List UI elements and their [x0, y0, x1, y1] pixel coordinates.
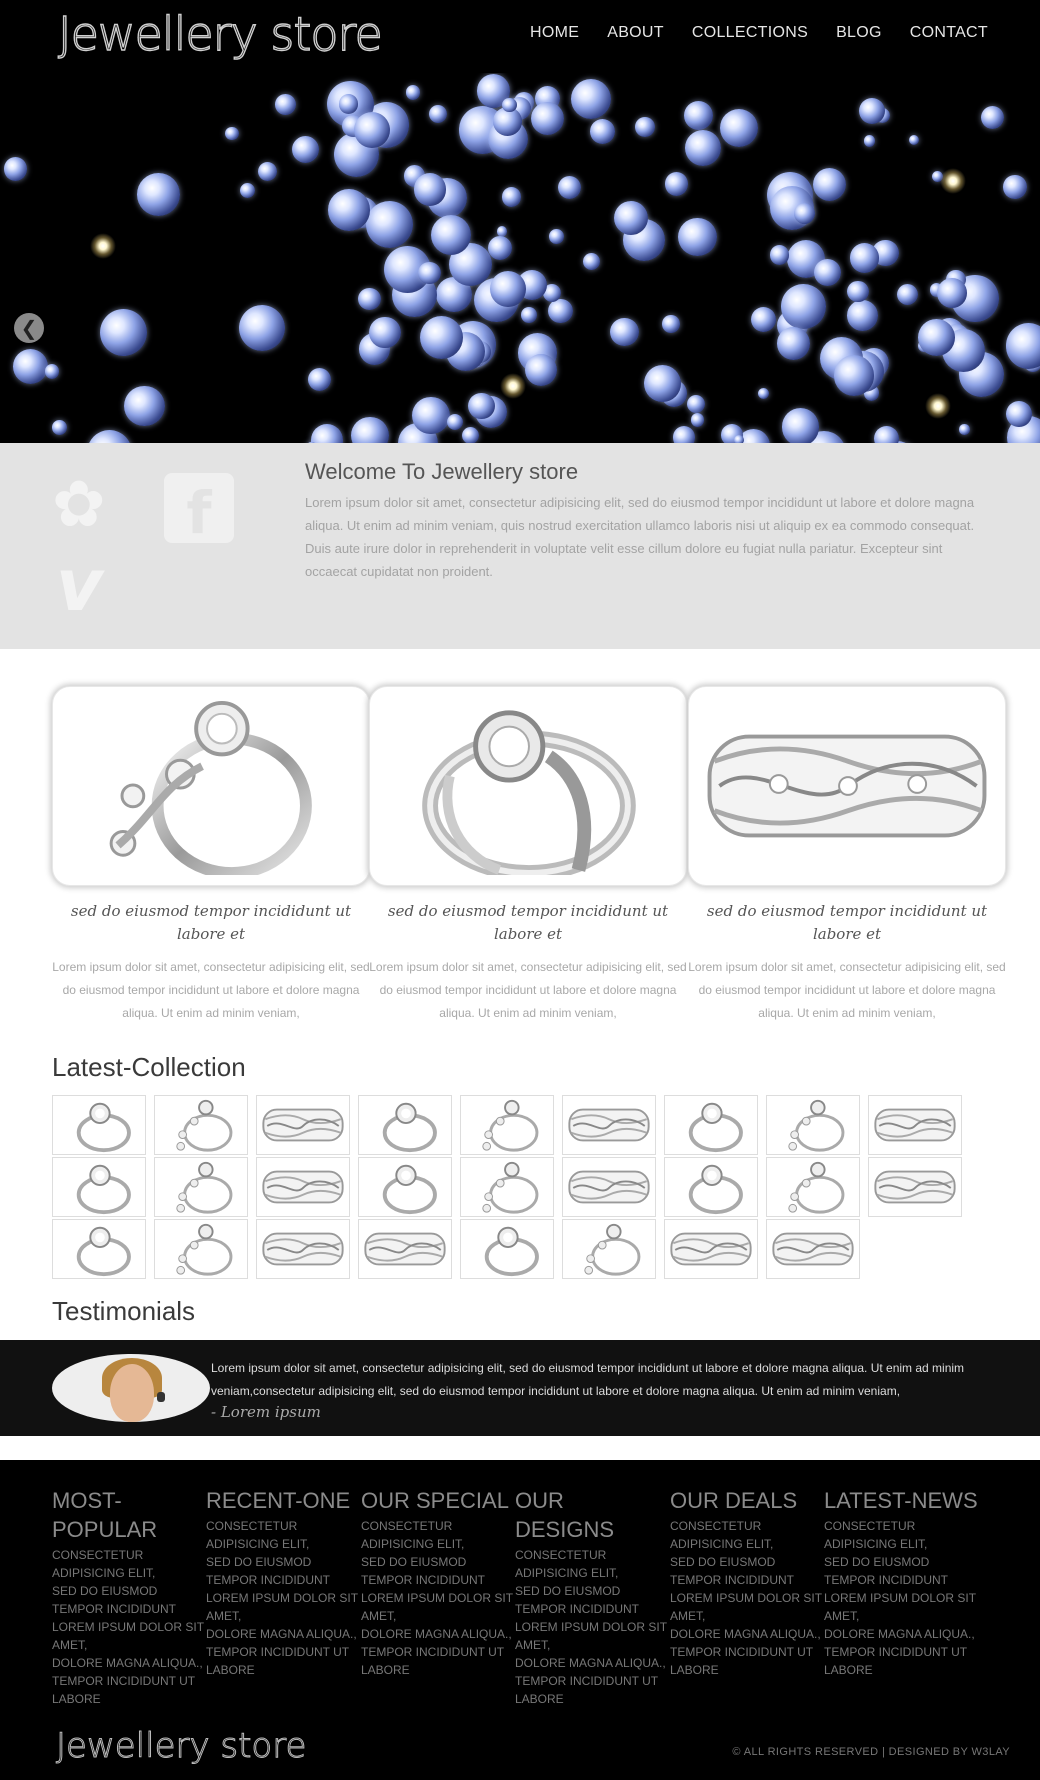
collection-thumbnail[interactable]	[358, 1095, 452, 1155]
collection-thumbnail[interactable]	[358, 1157, 452, 1217]
footer-link[interactable]: CONSECTETUR ADIPISICING ELIT,	[670, 1519, 774, 1551]
footer-link[interactable]: SED DO EIUSMOD TEMPOR INCIDIDUNT	[515, 1584, 639, 1616]
diamond-graphic	[431, 215, 471, 255]
collection-thumbnail[interactable]	[562, 1157, 656, 1217]
diamond-graphic	[521, 307, 537, 323]
footer-link[interactable]: SED DO EIUSMOD TEMPOR INCIDIDUNT	[52, 1584, 176, 1616]
diamond-graphic	[981, 106, 1004, 129]
collection-thumbnail[interactable]	[766, 1095, 860, 1155]
diamond-graphic	[328, 189, 369, 230]
footer-logo[interactable]: Jewellery store	[56, 1726, 307, 1766]
diamond-graphic	[339, 94, 359, 114]
feature-title: sed do eiusmod tempor incididunt ut labore et	[70, 902, 352, 943]
nav-about[interactable]: ABOUT	[607, 24, 664, 41]
collection-thumbnail[interactable]	[154, 1219, 248, 1279]
site-footer	[0, 1460, 1040, 1780]
diamond-graphic	[751, 307, 776, 332]
footer-link[interactable]: LOREM IPSUM DOLOR SIT AMET,	[52, 1620, 204, 1652]
diamond-graphic	[590, 119, 615, 144]
footer-column	[52, 1486, 206, 1708]
feature-image[interactable]	[369, 686, 687, 886]
twitter-icon[interactable]: ✿	[52, 468, 106, 542]
ring-image	[380, 697, 676, 875]
footer-link[interactable]: CONSECTETUR ADIPISICING ELIT,	[361, 1519, 465, 1551]
sparkle-graphic	[500, 373, 526, 399]
diamond-graphic	[369, 317, 401, 349]
testimonials-title: Testimonials	[52, 1296, 196, 1326]
footer-link[interactable]: SED DO EIUSMOD TEMPOR INCIDIDUNT	[206, 1555, 330, 1587]
nav-home[interactable]: HOME	[530, 24, 580, 41]
testimonial-author: - Lorem ipsum	[211, 1403, 321, 1421]
footer-heading: RECENT-ONE	[206, 1488, 351, 1513]
diamond-graphic	[673, 426, 695, 443]
diamond-graphic	[52, 420, 67, 435]
footer-link[interactable]: DOLORE MAGNA ALIQUA.,	[361, 1627, 512, 1641]
footer-link[interactable]: TEMPOR INCIDIDUNT UT LABORE	[361, 1645, 504, 1677]
diamond-graphic	[366, 201, 413, 248]
footer-link[interactable]: CONSECTETUR ADIPISICING ELIT,	[206, 1519, 310, 1551]
footer-link[interactable]: LOREM IPSUM DOLOR SIT AMET,	[670, 1591, 822, 1623]
welcome-section	[0, 443, 1040, 649]
diamond-graphic	[502, 187, 521, 206]
left-arrow-icon[interactable]: ❮	[14, 313, 44, 343]
diamond-graphic	[781, 284, 826, 329]
feature-image[interactable]	[52, 686, 370, 886]
facebook-icon[interactable]: f	[164, 473, 234, 543]
diamond-graphic	[429, 105, 447, 123]
diamond-graphic	[897, 284, 918, 305]
footer-column	[361, 1486, 515, 1679]
collection-thumbnail[interactable]	[52, 1157, 146, 1217]
footer-heading: LATEST-NEWS	[824, 1488, 978, 1513]
diamond-graphic	[874, 426, 899, 443]
diamond-graphic	[687, 395, 706, 414]
diamond-graphic	[414, 173, 446, 205]
diamond-graphic	[635, 117, 655, 137]
diamond-graphic	[937, 278, 967, 308]
diamond-graphic	[684, 101, 713, 130]
feature-text: Lorem ipsum dolor sit amet, consectetur adipisicing elit, sed do eiusmod tempor incididunt ut labore et dolore magna aliqua. Ut enim ad minim veniam,	[369, 960, 687, 1020]
diamond-graphic	[240, 183, 255, 198]
feature-card	[369, 686, 687, 1025]
diamond-graphic	[490, 271, 526, 307]
diamond-graphic	[782, 408, 819, 443]
collection-thumbnail[interactable]	[766, 1157, 860, 1217]
diamond-graphic	[502, 98, 517, 113]
welcome-text: Lorem ipsum dolor sit amet, consectetur adipisicing elit, sed do eiusmod tempor incididunt ut labore et dolore magna aliqua. Ut enim ad minim veniam, quis nostrud exercitation ullamco laboris nisi ut aliquip ex ea commodo consequat. Duis aute irure dolor in reprehenderit in voluptate velit esse cillum dolore eu fugiat nulla pariatur. Excepteur sint occaecat cupidatat non proident.	[305, 495, 975, 579]
diamond-graphic	[525, 354, 557, 386]
collection-thumbnail[interactable]	[52, 1095, 146, 1155]
footer-link[interactable]: LOREM IPSUM DOLOR SIT AMET,	[206, 1591, 358, 1623]
feature-card	[688, 686, 1006, 1025]
diamond-graphic	[662, 315, 679, 332]
diamond-graphic	[864, 135, 875, 146]
footer-heading: OUR DESIGNS	[515, 1488, 615, 1542]
site-header	[0, 0, 1040, 73]
diamond-graphic	[678, 218, 717, 257]
footer-column	[670, 1486, 824, 1679]
footer-link[interactable]: SED DO EIUSMOD TEMPOR INCIDIDUNT	[824, 1555, 948, 1587]
feature-card	[52, 686, 370, 1025]
diamond-graphic	[488, 236, 512, 260]
diamond-graphic	[447, 414, 463, 430]
footer-link[interactable]: SED DO EIUSMOD TEMPOR INCIDIDUNT	[670, 1555, 794, 1587]
collection-thumbnail[interactable]	[868, 1095, 962, 1155]
sparkle-graphic	[90, 233, 116, 259]
diamond-graphic	[100, 309, 147, 356]
diamond-graphic	[1003, 175, 1026, 198]
diamond-graphic	[311, 424, 344, 443]
diamond-graphic	[358, 288, 381, 311]
diamond-graphic	[959, 424, 969, 434]
diamond-graphic	[292, 136, 319, 163]
main-nav	[530, 24, 988, 42]
diamond-graphic	[834, 355, 874, 395]
vimeo-icon[interactable]: v	[56, 543, 103, 627]
diamond-graphic	[847, 281, 868, 302]
ring-image	[699, 697, 995, 875]
sparkle-graphic	[940, 168, 966, 194]
collection-thumbnail[interactable]	[460, 1219, 554, 1279]
diamond-graphic	[571, 79, 611, 119]
hero-banner	[0, 73, 1040, 443]
collection-thumbnail[interactable]	[664, 1095, 758, 1155]
collection-thumbnail[interactable]	[256, 1157, 350, 1217]
diamond-graphic	[406, 85, 421, 100]
diamond-graphic	[462, 427, 479, 443]
feature-title: sed do eiusmod tempor incididunt ut labore et	[387, 902, 669, 943]
collection-thumbnail[interactable]	[562, 1219, 656, 1279]
diamond-graphic	[859, 98, 885, 124]
diamond-graphic	[720, 109, 758, 147]
diamond-graphic	[124, 386, 164, 426]
diamond-graphic	[351, 417, 388, 443]
diamond-graphic	[1006, 323, 1040, 368]
footer-heading: OUR DEALS	[670, 1488, 798, 1513]
footer-link[interactable]: CONSECTETUR ADIPISICING ELIT,	[515, 1548, 619, 1580]
diamond-graphic	[418, 262, 441, 285]
diamond-graphic	[258, 162, 277, 181]
diamond-graphic	[644, 365, 681, 402]
footer-column	[824, 1486, 978, 1679]
copyright-text: © ALL RIGHTS RESERVED | DESIGNED BY W3LAY	[732, 1746, 1010, 1758]
diamond-graphic	[610, 318, 639, 347]
sparkle-graphic	[925, 393, 951, 419]
footer-link[interactable]: DOLORE MAGNA ALIQUA.,	[52, 1656, 203, 1670]
diamond-graphic	[13, 349, 48, 384]
site-logo[interactable]: Jewellery store	[58, 7, 382, 61]
diamond-graphic	[531, 102, 564, 135]
collection-thumbnail[interactable]	[664, 1157, 758, 1217]
diamond-graphic	[45, 364, 59, 378]
diamond-graphic	[847, 300, 878, 331]
diamond-graphic	[468, 393, 495, 420]
footer-column	[515, 1486, 669, 1708]
diamond-graphic	[814, 259, 841, 286]
collection-thumbnail[interactable]	[868, 1157, 962, 1217]
diamond-graphic	[770, 245, 790, 265]
collection-thumbnail[interactable]	[256, 1095, 350, 1155]
footer-column	[206, 1486, 360, 1679]
diamond-graphic	[87, 430, 132, 443]
diamond-graphic	[354, 112, 390, 148]
footer-link[interactable]: TEMPOR INCIDIDUNT UT LABORE	[52, 1674, 195, 1706]
collection-thumbnail[interactable]	[256, 1219, 350, 1279]
testimonial-box	[0, 1340, 1040, 1436]
nav-blog[interactable]: BLOG	[836, 24, 882, 41]
feature-title: sed do eiusmod tempor incididunt ut labore et	[706, 902, 988, 943]
welcome-title: Welcome To Jewellery store	[305, 459, 579, 484]
diamond-graphic	[1006, 401, 1032, 427]
diamond-graphic	[275, 94, 296, 115]
diamond-graphic	[4, 157, 28, 181]
collection-thumbnail[interactable]	[562, 1095, 656, 1155]
collection-thumbnail[interactable]	[154, 1095, 248, 1155]
diamond-graphic	[685, 130, 721, 166]
diamond-graphic	[918, 319, 955, 356]
footer-link[interactable]: LOREM IPSUM DOLOR SIT AMET,	[824, 1591, 976, 1623]
feature-text: Lorem ipsum dolor sit amet, consectetur adipisicing elit, sed do eiusmod tempor incididunt ut labore et dolore magna aliqua. Ut enim ad minim veniam,	[688, 960, 1006, 1020]
diamond-graphic	[850, 243, 880, 273]
diamond-graphic	[548, 299, 573, 324]
diamond-graphic	[614, 201, 648, 235]
avatar	[52, 1354, 210, 1422]
footer-link[interactable]: CONSECTETUR ADIPISICING ELIT,	[52, 1548, 156, 1580]
diamond-graphic	[909, 135, 919, 145]
collection-thumbnail[interactable]	[766, 1219, 860, 1279]
feature-image[interactable]	[688, 686, 1006, 886]
nav-collections[interactable]: COLLECTIONS	[691, 24, 809, 41]
footer-link[interactable]: DOLORE MAGNA ALIQUA.,	[670, 1627, 821, 1641]
diamond-graphic	[734, 435, 744, 443]
diamond-graphic	[777, 327, 810, 360]
footer-link[interactable]: SED DO EIUSMOD TEMPOR INCIDIDUNT	[361, 1555, 485, 1587]
collection-thumbnail[interactable]	[460, 1095, 554, 1155]
nav-contact[interactable]: CONTACT	[909, 24, 988, 41]
collection-thumbnail[interactable]	[664, 1219, 758, 1279]
footer-link[interactable]: LOREM IPSUM DOLOR SIT AMET,	[361, 1591, 513, 1623]
collection-thumbnail[interactable]	[358, 1219, 452, 1279]
footer-link[interactable]: LOREM IPSUM DOLOR SIT AMET,	[515, 1620, 667, 1652]
diamond-graphic	[308, 368, 331, 391]
footer-link[interactable]: DOLORE MAGNA ALIQUA.,	[206, 1627, 357, 1641]
diamond-graphic	[813, 168, 846, 201]
diamond-graphic	[412, 397, 450, 435]
footer-heading: MOST-POPULAR	[52, 1488, 158, 1542]
footer-heading: OUR SPECIAL	[361, 1488, 509, 1513]
footer-link[interactable]: TEMPOR INCIDIDUNT UT LABORE	[670, 1645, 813, 1677]
diamond-graphic	[549, 229, 564, 244]
footer-link[interactable]: TEMPOR INCIDIDUNT UT LABORE	[824, 1645, 967, 1677]
footer-link[interactable]: DOLORE MAGNA ALIQUA.,	[824, 1627, 975, 1641]
diamond-graphic	[239, 305, 285, 351]
diamond-graphic	[794, 203, 815, 224]
diamond-graphic	[137, 173, 180, 216]
ring-image	[63, 697, 359, 875]
collection-thumbnail[interactable]	[52, 1219, 146, 1279]
diamond-graphic	[225, 127, 238, 140]
footer-link[interactable]: TEMPOR INCIDIDUNT UT LABORE	[515, 1674, 658, 1706]
collection-thumbnail[interactable]	[460, 1157, 554, 1217]
diamond-graphic	[583, 253, 600, 270]
footer-link[interactable]: CONSECTETUR ADIPISICING ELIT,	[824, 1519, 928, 1551]
diamond-graphic	[758, 388, 769, 399]
diamond-graphic	[558, 176, 581, 199]
footer-link[interactable]: DOLORE MAGNA ALIQUA.,	[515, 1656, 666, 1670]
testimonial-text: Lorem ipsum dolor sit amet, consectetur adipisicing elit, sed do eiusmod tempor incididunt ut labore et dolore magna aliqua. Ut enim ad minim veniam,consectetur adipisicing elit, sed do eiusmod tempor incididunt ut labore et dolore magna aliqua. Ut enim ad minim veniam,	[211, 1361, 965, 1398]
collection-title: Latest-Collection	[52, 1052, 246, 1082]
diamond-graphic	[691, 413, 705, 427]
feature-text: Lorem ipsum dolor sit amet, consectetur adipisicing elit, sed do eiusmod tempor incididunt ut labore et dolore magna aliqua. Ut enim ad minim veniam,	[52, 960, 370, 1020]
collection-thumbnail[interactable]	[154, 1157, 248, 1217]
footer-link[interactable]: TEMPOR INCIDIDUNT UT LABORE	[206, 1645, 349, 1677]
diamond-graphic	[665, 172, 689, 196]
